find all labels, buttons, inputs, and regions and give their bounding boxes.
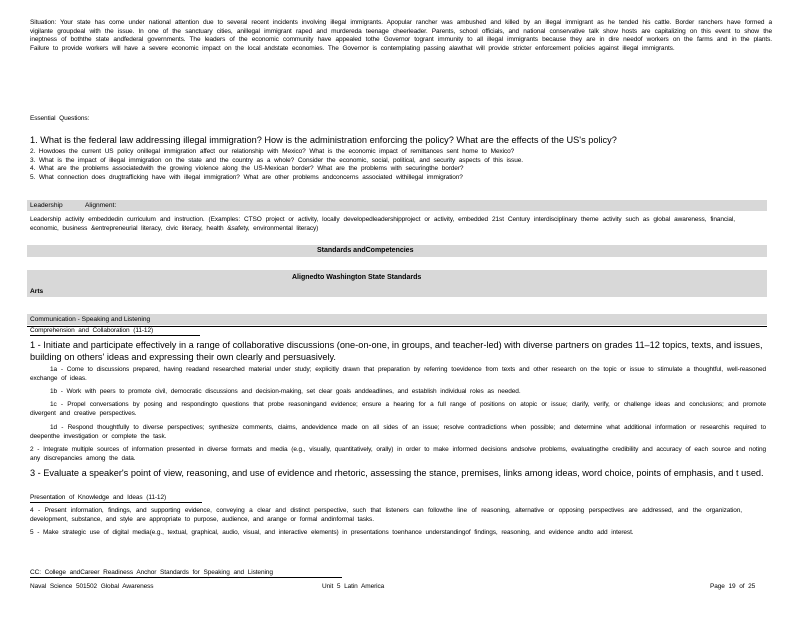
footer-unit: Unit 5 Latin America bbox=[322, 583, 385, 590]
standard-1d: 1d - Respond thoughtfully to diverse perspectives; synthesize comments, claims, andevidence made on all sides of an issue; resolve contradictions when possible; and determine what additional information or researchis required to deepenthe investigation or complete the task. bbox=[30, 424, 766, 440]
question-list bbox=[30, 148, 730, 182]
leadership-label: Leadership bbox=[30, 202, 63, 209]
communication-label: Communication - Speaking and Listening bbox=[30, 316, 151, 323]
presentation-underline bbox=[30, 502, 202, 503]
standard-4: 4 - Present information, findings, and supporting evidence, conveying a clear and distinct perspective, such that listeners can followthe line of reasoning, alternative or opposing perspectives are addressed, and the organization, development, substance, and style are appropriate to purpose, audience, and arange or formal andinformal tasks. bbox=[30, 507, 742, 523]
situation-label: Situation: bbox=[30, 19, 57, 26]
comprehension-heading: Comprehension and Collaboration (11-12) bbox=[30, 327, 154, 334]
cc-underline bbox=[30, 577, 342, 578]
standards-header-bar bbox=[27, 245, 767, 257]
situation-paragraph bbox=[30, 19, 772, 53]
standard-3: 3 - Evaluate a speaker's point of view, reasoning, and use of evidence and rhetoric, assessing the stance, premises, links among ideas, word choice, points of emphasis, and t used. bbox=[30, 468, 764, 478]
communication-header-bar bbox=[27, 314, 767, 325]
standard-1a: 1a - Come to discussions prepared, having readand researched material under study; explicitly drawn that preparation by referring toevidence from texts and other research on the topic or issue to stimulate a thoughtful, well-reasoned exchange of ideas. bbox=[30, 366, 766, 382]
question-2: 2. Howdoes the current US policy onillegal immigration affect our relationship with Mexico? What is the economic impact of remittances sent home to Mexico? bbox=[30, 148, 515, 155]
situation-text: Your state has come under national attention due to several recent incidents involving illegal immigrants. Apopular rancher was ambushed and killed by an illegal immigrant as he tended his cattle. Border ranchers have formed a vigilante groupdeal with the issue. In one of the sanctuary cities, anillegal immigrant raped and murdereda teenage cheerleader. Parents, school officials, and national conservative talk show hosts are capitalizing on this event to show the ineptness of boththe state andfederal governments. The leaders of the economic community have appealed tothe Governor togrant immunity to all illegal immigrants because they are in dire needof workers on the farms and in the plants. Failure to provide workers will have a severe economic impact on the local andstate economies. The Governor is contemplating passing alawthat will provide stricter enforcement policies against illegal immigrants. bbox=[30, 19, 772, 52]
standard-1c: 1c - Propel conversations by posing and respondingto questions that probe reasoningand evidence; ensure a hearing for a full range of positions on atopic or issue; clarify, verify, or challenge ideas and conclusions; and promote divergent and creative perspectives. bbox=[30, 401, 766, 417]
aligned-title: Alignedto Washington State Standards bbox=[292, 274, 422, 281]
leadership-text: Leadership activity embeddedin curriculum and instruction. (Examples: CTSO project or activity, locally developedleadershipproject or activity, embedded 21st Century interdisciplinary theme activity such as global awareness, financial, economic, business &entrepreneurial literacy, civic literacy, health &safety, environmental literacy) bbox=[30, 216, 735, 232]
leadership-header-bar bbox=[27, 200, 767, 211]
alignment-label: Alignment: bbox=[85, 202, 117, 209]
standard-1: 1 - Initiate and participate effectively in a range of collaborative discussions (one-on-one, in groups, and teacher-led) with diverse partners on grades 11–12 topics, texts, and issues, building on others' ideas and expressing their own clearly and persuasively. bbox=[30, 340, 763, 362]
question-1: 1. What is the federal law addressing illegal immigration? How is the administration enforcing the policy? What are the effects of the US's policy? bbox=[30, 135, 617, 145]
footer-course: Naval Science 501502 Global Awareness bbox=[30, 583, 154, 590]
question-3: 3. What is the impact of illegal immigration on the state and the country as a whole? Consider the economic, social, political, and security aspects of this issue. bbox=[30, 156, 523, 164]
question-5: 5. What connection does drugtrafficking have with illegal immigration? What are other problems andconcerns associated withillegal immigration? bbox=[30, 173, 463, 181]
standard-2: 2 - Integrate multiple sources of information presented in diverse formats and media (e.g., visually, quantitatively, orally) in order to make informed decisions andsolve problems, evaluatingthe credibility and accuracy of each source and noting any discrepancies among the data. bbox=[30, 446, 766, 462]
essential-questions-heading: Essential Questions: bbox=[30, 115, 90, 122]
question-4: 4. What are the problems associatedwith the growing violence along the US-Mexican border? What are the problems with securingthe border? bbox=[30, 165, 464, 173]
standard-5: 5 - Make strategic use of digital media(e.g., textual, graphical, audio, visual, and interactive elements) in presentations toenhance understandingof findings, reasoning, and evidence andto add interest. bbox=[30, 529, 634, 536]
aligned-header-bar bbox=[27, 270, 767, 297]
presentation-heading: Presentation of Knowledge and Ideas (11-12) bbox=[30, 494, 167, 501]
standards-title: Standards andCompetencies bbox=[317, 247, 414, 254]
standard-1b: 1b - Work with peers to promote civil, democratic discussions and decision-making, set clear goals anddeadlines, and establish individual roles as needed. bbox=[50, 388, 521, 395]
arts-label: Arts bbox=[30, 288, 44, 295]
comprehension-underline bbox=[30, 335, 200, 336]
cc-heading: CC: College andCareer Readiness Anchor Standards for Speaking and Listening bbox=[30, 569, 273, 576]
footer-page-number: Page 19 of 25 bbox=[710, 583, 756, 590]
